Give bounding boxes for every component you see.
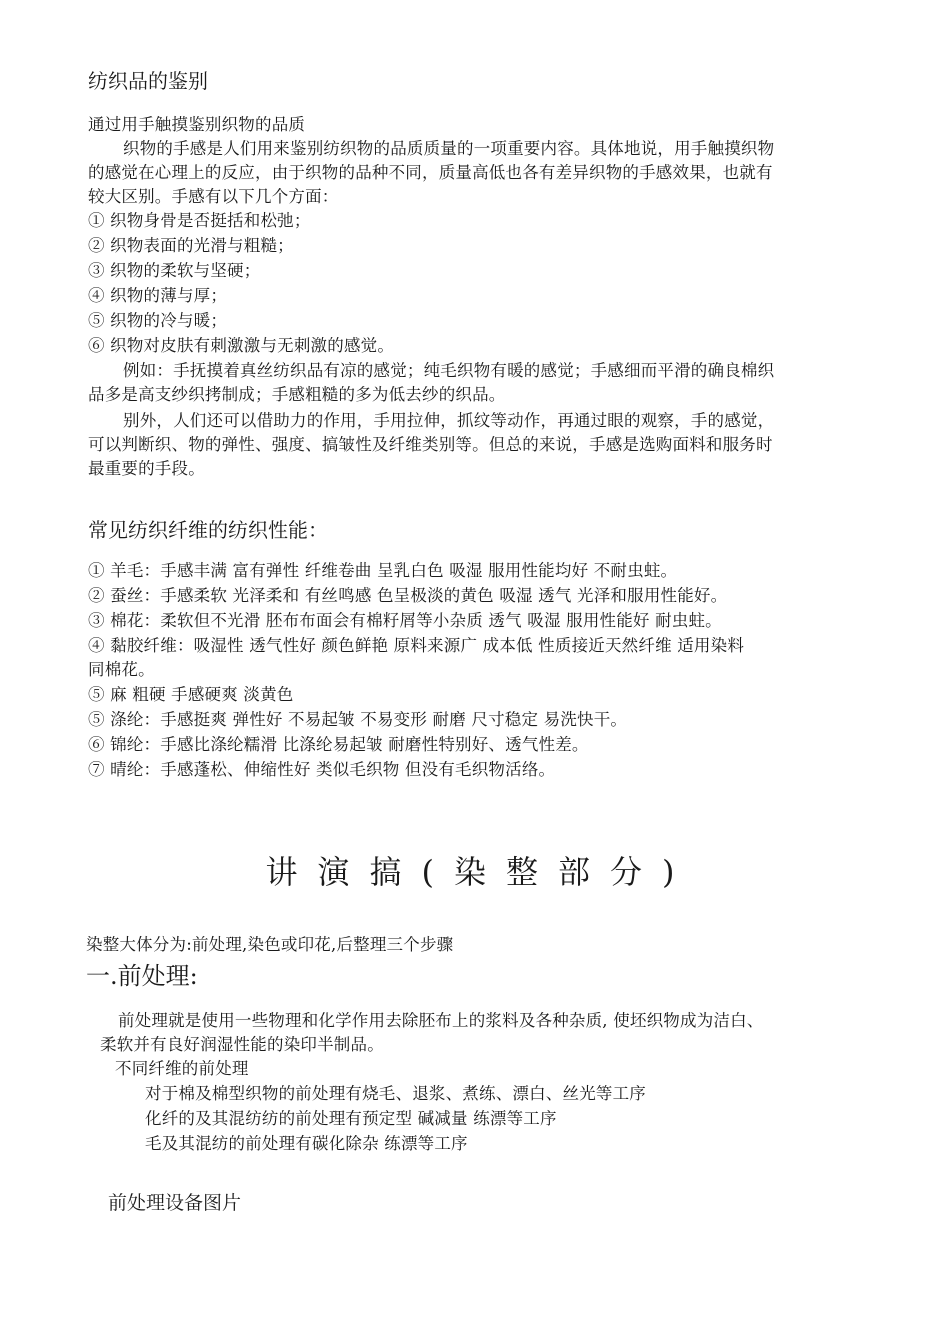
- fiber-item: ② 蚕丝：手感柔软 光泽柔和 有丝鸣感 色呈极淡的黄色 吸湿 透气 光泽和服用性能好。: [88, 586, 728, 605]
- paragraph-line: 前处理就是使用一些物理和化学作用去除胚布上的浆料及各种杂质, 使坯织物成为洁白、: [118, 1011, 764, 1030]
- paragraph-line: 的感觉在心理上的反应，由于织物的品种不同，质量高低也各有差异织物的手感效果，也就有: [88, 163, 773, 182]
- section-title-textile-identification: 纺织品的鉴别: [88, 69, 208, 93]
- list-item: ⑤ 织物的冷与暖；: [88, 311, 228, 330]
- list-item: ⑥ 织物对皮肤有刺激激与无刺激的感觉。: [88, 336, 395, 355]
- paragraph-line: 别外，人们还可以借助力的作用，手用拉伸，抓纹等动作，再通过眼的观察，手的感觉，: [123, 411, 775, 430]
- paragraph-line: 织物的手感是人们用来鉴别纺织物的品质质量的一项重要内容。具体地说，用手触摸织物: [123, 139, 775, 158]
- dyeing-overview: 染整大体分为:前处理,染色或印花,后整理三个步骤: [86, 935, 454, 954]
- list-item: ② 织物表面的光滑与粗糙；: [88, 236, 294, 255]
- process-item: 对于棉及棉型织物的前处理有烧毛、退浆、煮练、漂白、丝光等工序: [145, 1084, 646, 1103]
- lecture-title: 讲演搞(染整部分): [265, 853, 695, 891]
- list-item: ③ 织物的柔软与坚硬；: [88, 261, 261, 280]
- fiber-item: 同棉花。: [88, 660, 155, 679]
- process-item: 毛及其混纺的前处理有碳化除杂 练漂等工序: [145, 1134, 468, 1153]
- paragraph-line: 例如：手抚摸着真丝纺织品有凉的感觉；纯毛织物有暖的感觉；手感细而平滑的确良棉织: [123, 361, 775, 380]
- fiber-item: ⑤ 涤纶：手感挺爽 弹性好 不易起皱 不易变形 耐磨 尺寸稳定 易洗快干。: [88, 710, 628, 729]
- paragraph-line: 品多是高支纱织拷制成；手感粗糙的多为低去纱的织品。: [88, 385, 506, 404]
- paragraph-line: 最重要的手段。: [88, 459, 205, 478]
- fiber-item: ⑦ 晴纶：手感蓬松、伸缩性好 类似毛织物 但没有毛织物活络。: [88, 760, 556, 779]
- equipment-images-heading: 前处理设备图片: [108, 1192, 242, 1214]
- fiber-item: ⑥ 锦纶：手感比涤纶糯滑 比涤纶易起皱 耐磨性特别好、透气性差。: [88, 735, 589, 754]
- process-item: 化纤的及其混纺纺的前处理有预定型 碱减量 练漂等工序: [145, 1109, 557, 1128]
- section-subtitle: 通过用手触摸鉴别织物的品质: [88, 115, 306, 134]
- paragraph-line: 柔软并有良好润湿性能的染印半制品。: [100, 1035, 384, 1054]
- fiber-item: ③ 棉花：柔软但不光滑 胚布布面会有棉籽屑等小杂质 透气 吸湿 服用性能好 耐虫蛀。: [88, 611, 722, 630]
- list-item: ① 织物身骨是否挺括和松弛；: [88, 211, 311, 230]
- fiber-item: ④ 黏胶纤维：吸湿性 透气性好 颜色鲜艳 原料来源广 成本低 性质接近天然纤维 适用染料: [88, 636, 745, 655]
- fiber-item: ⑤ 麻 粗硬 手感硬爽 淡黄色: [88, 685, 294, 704]
- subheading-different-fibers: 不同纤维的前处理: [115, 1059, 249, 1078]
- pretreatment-heading: 一.前处理:: [86, 962, 198, 990]
- section-title-fiber-properties: 常见纺织纤维的纺织性能：: [88, 518, 328, 542]
- paragraph-line: 可以判断织、物的弹性、强度、搞皱性及纤维类别等。但总的来说，手感是选购面料和服务时: [88, 435, 773, 454]
- fiber-item: ① 羊毛：手感丰满 富有弹性 纤维卷曲 呈乳白色 吸湿 服用性能均好 不耐虫蛀。: [88, 561, 678, 580]
- list-item: ④ 织物的薄与厚；: [88, 286, 228, 305]
- paragraph-line: 较大区别。手感有以下几个方面：: [88, 187, 339, 206]
